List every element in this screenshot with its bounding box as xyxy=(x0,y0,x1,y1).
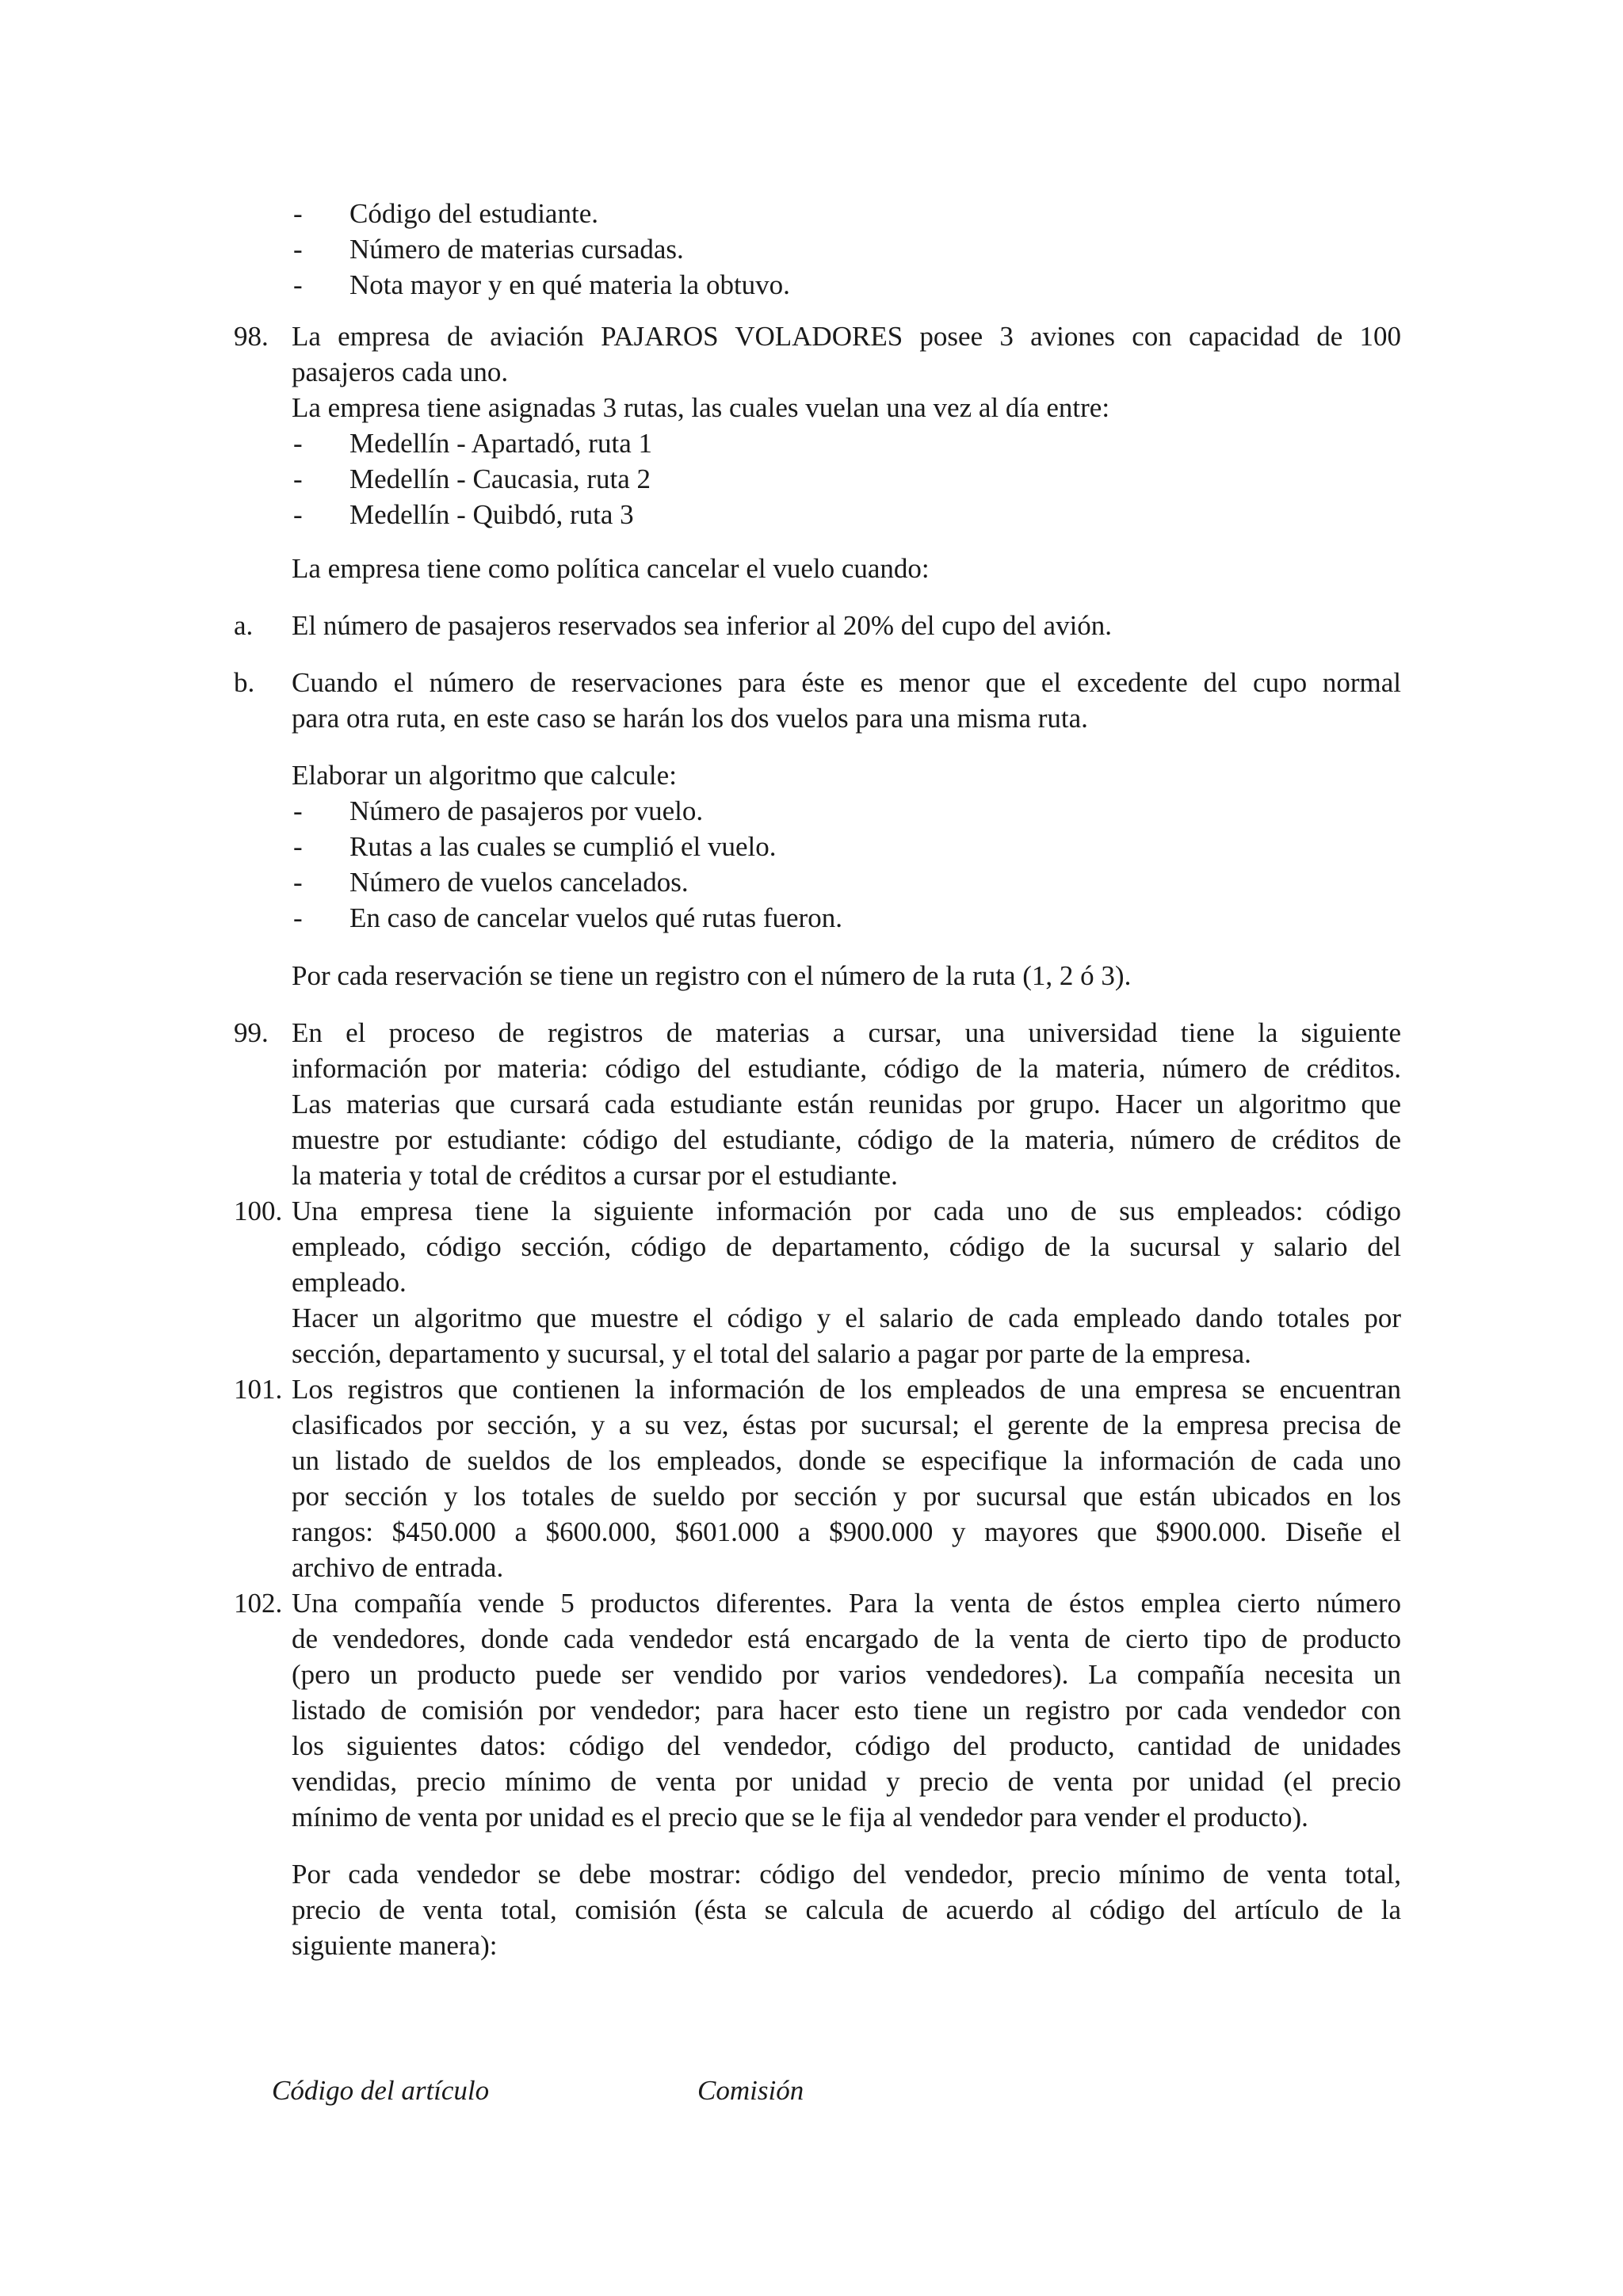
paragraph-line: La empresa tiene asignadas 3 rutas, las cuales vuelan una vez al día entre: xyxy=(292,392,1110,423)
route-item: Medellín - Apartadó, ruta 1 xyxy=(349,428,652,459)
item-number: 101. xyxy=(234,1374,283,1405)
calc-item: Número de pasajeros por vuelo. xyxy=(349,795,704,826)
route-item: Medellín - Caucasia, ruta 2 xyxy=(349,463,651,494)
paragraph-line: siguiente manera): xyxy=(292,1930,498,1961)
paragraph-line: Por cada vendedor se debe mostrar: código del vendedor, precio mínimo de venta total, xyxy=(292,1859,1401,1890)
paragraph-line: rangos: $450.000 a $600.000, $601.000 a $900.000 y mayores que $900.000. Diseñe el xyxy=(292,1516,1401,1547)
paragraph-line: Los registros que contienen la información de los empleados de una empresa se encuentran xyxy=(292,1374,1401,1405)
calc-item: Rutas a las cuales se cumplió el vuelo. xyxy=(349,831,777,862)
paragraph-line: Una compañía vende 5 productos diferentes. Para la venta de éstos emplea cierto número xyxy=(292,1588,1401,1619)
bullet-item: Código del estudiante. xyxy=(349,198,598,229)
bullet-item: Nota mayor y en qué materia la obtuvo. xyxy=(349,269,790,300)
item-number: 100. xyxy=(234,1196,283,1226)
paragraph-line: vendidas, precio mínimo de venta por unidad y precio de venta por unidad (el precio xyxy=(292,1766,1401,1797)
paragraph-line: por sección y los totales de sueldo por sección y por sucursal que están ubicados en los xyxy=(292,1481,1401,1512)
paragraph-line: sección, departamento y sucursal, y el total del salario a pagar por parte de la empresa. xyxy=(292,1338,1251,1369)
bullet-dash: - xyxy=(293,831,303,862)
table-header-code: Código del artículo xyxy=(272,2075,490,2106)
route-item: Medellín - Quibdó, ruta 3 xyxy=(349,499,634,530)
paragraph-line: (pero un producto puede ser vendido por varios vendedores). La compañía necesita un xyxy=(292,1659,1401,1690)
bullet-dash: - xyxy=(293,428,303,459)
bullet-dash: - xyxy=(293,269,303,300)
item-number: 99. xyxy=(234,1017,269,1048)
bullet-dash: - xyxy=(293,795,303,826)
paragraph-line: Las materias que cursará cada estudiante están reunidas por grupo. Hacer un algoritmo que xyxy=(292,1089,1401,1119)
reservation-text: Por cada reservación se tiene un registro con el número de la ruta (1, 2 ó 3). xyxy=(292,960,1132,991)
paragraph-line: La empresa de aviación PAJAROS VOLADORES posee 3 aviones con capacidad de 100 xyxy=(292,321,1401,352)
calc-item: Número de vuelos cancelados. xyxy=(349,867,689,898)
paragraph-line: muestre por estudiante: código del estudiante, código de la materia, número de créditos de xyxy=(292,1124,1401,1155)
paragraph-line: la materia y total de créditos a cursar por el estudiante. xyxy=(292,1160,898,1191)
paragraph-line: los siguientes datos: código del vendedor, código del producto, cantidad de unidades xyxy=(292,1730,1401,1761)
paragraph-line: precio de venta total, comisión (ésta se calcula de acuerdo al código del artículo de la xyxy=(292,1894,1401,1925)
paragraph-line: Una empresa tiene la siguiente información por cada uno de sus empleados: código xyxy=(292,1196,1401,1226)
table-header-commission: Comisión xyxy=(697,2075,804,2106)
bullet-dash: - xyxy=(293,198,303,229)
paragraph-line: pasajeros cada uno. xyxy=(292,357,509,387)
item-number: 98. xyxy=(234,321,269,352)
bullet-dash: - xyxy=(293,902,303,933)
condition-text: para otra ruta, en este caso se harán los dos vuelos para una misma ruta. xyxy=(292,703,1088,734)
paragraph-line: empleado, código sección, código de departamento, código de la sucursal y salario del xyxy=(292,1231,1401,1262)
policy-text: La empresa tiene como política cancelar el vuelo cuando: xyxy=(292,553,930,584)
bullet-dash: - xyxy=(293,234,303,265)
paragraph-line: archivo de entrada. xyxy=(292,1552,504,1583)
condition-letter: b. xyxy=(234,667,255,698)
item-number: 102. xyxy=(234,1588,283,1619)
paragraph-line: listado de comisión por vendedor; para hacer esto tiene un registro por cada vendedor con xyxy=(292,1695,1401,1726)
bullet-item: Número de materias cursadas. xyxy=(349,234,684,265)
bullet-dash: - xyxy=(293,499,303,530)
condition-text: El número de pasajeros reservados sea inferior al 20% del cupo del avión. xyxy=(292,610,1113,641)
paragraph-line: En el proceso de registros de materias a cursar, una universidad tiene la siguiente xyxy=(292,1017,1401,1048)
paragraph-line: Hacer un algoritmo que muestre el código y el salario de cada empleado dando totales por xyxy=(292,1302,1401,1333)
condition-letter: a. xyxy=(234,610,254,641)
paragraph-line: mínimo de venta por unidad es el precio que se le fija al vendedor para vender el producto). xyxy=(292,1802,1308,1833)
paragraph-line: de vendedores, donde cada vendedor está encargado de la venta de cierto tipo de producto xyxy=(292,1623,1401,1654)
paragraph-line: empleado. xyxy=(292,1267,407,1298)
bullet-dash: - xyxy=(293,463,303,494)
paragraph-line: información por materia: código del estudiante, código de la materia, número de créditos. xyxy=(292,1053,1401,1084)
paragraph-line: un listado de sueldos de los empleados, donde se especifique la información de cada uno xyxy=(292,1445,1401,1476)
calc-item: En caso de cancelar vuelos qué rutas fueron. xyxy=(349,902,842,933)
calc-intro: Elaborar un algoritmo que calcule: xyxy=(292,760,677,791)
condition-text: Cuando el número de reservaciones para éste es menor que el excedente del cupo normal xyxy=(292,667,1401,698)
bullet-dash: - xyxy=(293,867,303,898)
paragraph-line: clasificados por sección, y a su vez, éstas por sucursal; el gerente de la empresa precisa de xyxy=(292,1409,1401,1440)
